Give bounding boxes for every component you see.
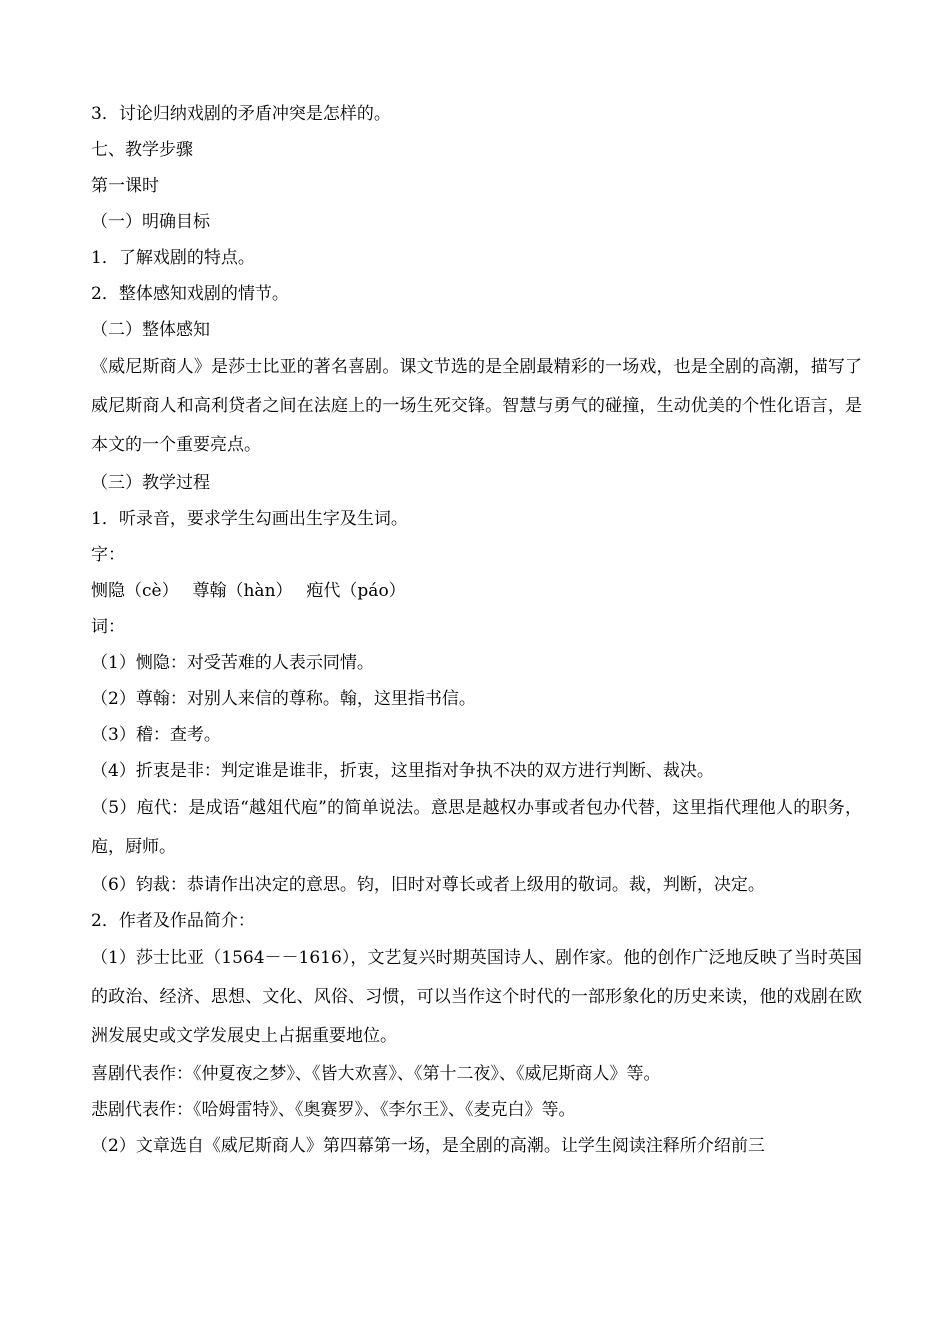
section-heading: 七、教学步骤 (91, 140, 193, 160)
vocab-item: （3）稽：查考。 (91, 725, 221, 745)
vocab-item: （5）庖代：是成语“越俎代庖”的简单说法。意思是越权办事或者包办代替，这里指代理他人的职务，庖，厨师。 (91, 798, 862, 857)
vocab-item: （2）尊翰：对别人来信的尊称。翰，这里指书信。 (91, 689, 476, 709)
list-item: 1．了解戏剧的特点。 (91, 248, 255, 268)
text-line: 悲剧代表作：《哈姆雷特》、《奥赛罗》、《李尔王》、《麦克白》等。 (91, 1100, 576, 1120)
text-line: （2）文章选自《威尼斯商人》第四幕第一场，是全剧的高潮。让学生阅读注释所介绍前三 (91, 1136, 765, 1156)
vocab-item: （6）钧裁：恭请作出决定的意思。钧，旧时对尊长或者上级用的敬词。裁，判断，决定。 (91, 875, 765, 895)
list-item: 1．听录音，要求学生勾画出生字及生词。 (91, 509, 408, 529)
subsection-heading: （一）明确目标 (91, 212, 210, 232)
label: 字： (91, 545, 125, 565)
subsection-heading: （三）教学过程 (91, 473, 210, 493)
vocab-item: （1）恻隐：对受苦难的人表示同情。 (91, 653, 374, 673)
paragraph: 《威尼斯商人》是莎士比亚的著名喜剧。课文节选的是全剧最精彩的一场戏，也是全剧的高潮，描写了威尼斯商人和高利贷者之间在法庭上的一场生死交锋。智慧与勇气的碰撞，生动优美的个性化语言，是本文的一个重要亮点。 (91, 357, 862, 455)
text-line: 3．讨论归纳戏剧的矛盾冲突是怎样的。 (91, 104, 391, 124)
list-item: 2．作者及作品简介： (91, 911, 255, 931)
vocab-chars: 恻隐（cè） 尊翰（hàn） 疱代（páo） (91, 581, 406, 601)
list-item: 2．整体感知戏剧的情节。 (91, 284, 289, 304)
paragraph: （1）莎士比亚（1564－－1616），文艺复兴时期英国诗人、剧作家。他的创作广泛地反映了当时英国的政治、经济、思想、文化、风俗、习惯，可以当作这个时代的一部形象化的历史来读，他的戏剧在欧洲发展史或文学发展史上占据重要地位。 (91, 948, 862, 1046)
document-body (91, 96, 862, 1164)
subsection-heading: （二）整体感知 (91, 320, 210, 340)
label: 词： (91, 617, 125, 637)
text-line: 喜剧代表作：《仲夏夜之梦》、《皆大欢喜》、《第十二夜》、《威尼斯商人》等。 (91, 1064, 661, 1084)
subsection-heading: 第一课时 (91, 176, 159, 196)
vocab-item: （4）折衷是非：判定谁是谁非，折衷，这里指对争执不决的双方进行判断、裁决。 (91, 761, 714, 781)
